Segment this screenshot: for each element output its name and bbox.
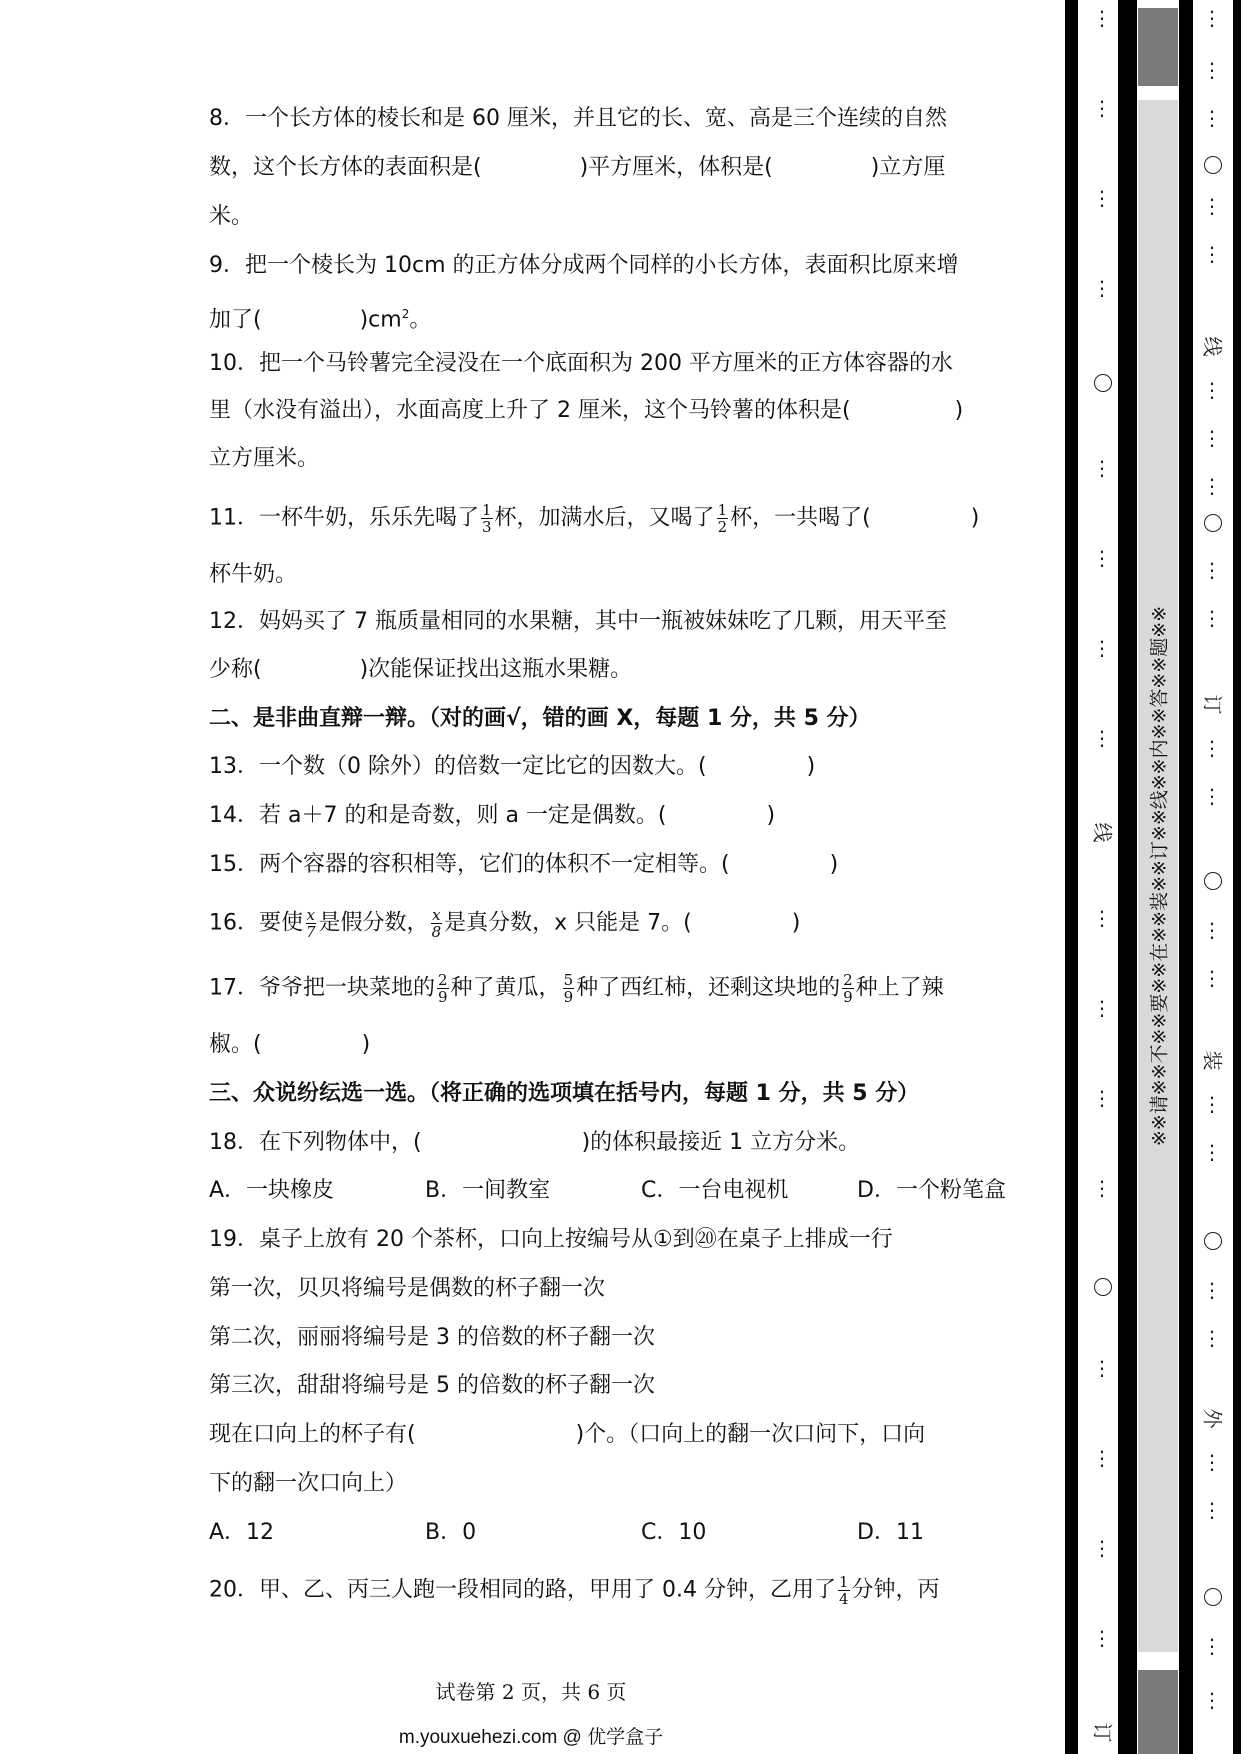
q16-paren: ) xyxy=(791,910,801,936)
q9-line1: 9．把一个棱长为 10cm 的正方体分成两个同样的小长方体，表面积比原来增 xyxy=(209,253,959,278)
q19-text-b: )个。（口向上的翻一次口问下，口向 xyxy=(575,1422,926,1447)
q19-text-a: 现在口向上的杯子有( xyxy=(209,1422,416,1447)
fraction: $\frac{x}{8}$ xyxy=(431,906,442,941)
q8-text-c: )立方厘 xyxy=(870,155,946,180)
q10-line1: 10．把一个马铃薯完全浸没在一个底面积为 200 平方厘米的正方体容器的水 xyxy=(209,351,953,376)
gray-block-top xyxy=(1138,8,1178,86)
q9-superscript: 2 xyxy=(401,307,410,321)
q11-text-c: 杯，一共喝了( xyxy=(730,505,871,531)
q17-line1 xyxy=(209,972,944,1005)
binding-bar-inner xyxy=(1065,0,1078,1754)
q15-paren: ) xyxy=(829,852,839,877)
q8-line3: 米。 xyxy=(209,204,254,229)
q15 xyxy=(209,850,838,880)
q16-text-b: 是假分数， xyxy=(318,910,429,936)
q10-line2 xyxy=(209,396,963,426)
page-number: 试卷第 2 页，共 6 页 xyxy=(435,1680,627,1704)
q13-text: 13．一个数（0 除外）的倍数一定比它的因数大。( xyxy=(209,754,707,779)
q17-text-e: 椒。( xyxy=(209,1032,262,1057)
q18-text-b: )的体积最接近 1 立方分米。 xyxy=(581,1130,861,1155)
q11-line2: 杯牛奶。 xyxy=(209,562,298,587)
q9-text-a: 加了( xyxy=(209,307,262,333)
q17-line2 xyxy=(209,1030,370,1060)
q17-paren: ) xyxy=(361,1032,371,1057)
q18 xyxy=(209,1128,860,1158)
circle-marker xyxy=(1204,514,1222,532)
q19-line3: 第二次，丽丽将编号是 3 的倍数的杯子翻一次 xyxy=(209,1325,655,1350)
q9-line2 xyxy=(209,299,431,335)
site-watermark: m.youxuehezi.com @ 优学盒子 xyxy=(398,1727,664,1748)
option-b: B．0 xyxy=(425,1520,477,1545)
option-c: C．10 xyxy=(641,1520,707,1545)
section-3-heading: 三、众说纷纭选一选。（将正确的选项填在括号内，每题 1 分，共 5 分） xyxy=(209,1081,920,1106)
outer-bind-label: 订 xyxy=(1200,694,1225,715)
circle-marker xyxy=(1094,374,1112,392)
q17-text-d: 种上了辣 xyxy=(855,975,944,1001)
fraction: $\frac{1}{2}$ xyxy=(717,501,728,536)
inner-line-label: 线 xyxy=(1090,822,1115,843)
fraction: $\frac{2}{9}$ xyxy=(843,971,853,1006)
q10-text-b: ) xyxy=(954,398,964,423)
q16-text-a: 16．要使 xyxy=(209,910,303,936)
q14-paren: ) xyxy=(766,803,776,828)
q18-text-a: 18．在下列物体中，( xyxy=(209,1130,422,1155)
circle-marker xyxy=(1094,1278,1112,1296)
circle-marker xyxy=(1204,156,1222,174)
fraction: $\frac{1}{4}$ xyxy=(838,1573,849,1608)
circle-marker xyxy=(1204,872,1222,890)
q8-line1: 8．一个长方体的棱长和是 60 厘米，并且它的长、宽、高是三个连续的自然 xyxy=(209,106,947,131)
binding-bar-middle-right xyxy=(1179,0,1193,1754)
q17-text-b: 种了黄瓜， xyxy=(450,975,561,1001)
q20-text-a: 20．甲、乙、丙三人跑一段相同的路，甲用了 0.4 分钟，乙用了 xyxy=(209,1577,836,1603)
fraction: $\frac{1}{3}$ xyxy=(482,501,492,536)
binding-bar-middle xyxy=(1118,0,1137,1754)
q11-text-b: 杯，加满水后，又喝了 xyxy=(494,505,715,531)
q12-text-b: )次能保证找出这瓶水果糖。 xyxy=(359,657,633,682)
fraction: $\frac{5}{9}$ xyxy=(563,971,574,1006)
q14-text: 14．若 a＋7 的和是奇数，则 a 一定是偶数。( xyxy=(209,803,667,828)
fraction: $\frac{x}{7}$ xyxy=(306,906,316,941)
outer-out-label: 外 xyxy=(1200,1408,1225,1429)
q15-text: 15．两个容器的容积相等，它们的体积不一定相等。( xyxy=(209,852,730,877)
q16-text-c: 是真分数，x 只能是 7。( xyxy=(444,910,692,936)
q19-line2: 第一次，贝贝将编号是偶数的杯子翻一次 xyxy=(209,1276,606,1301)
q17-text-a: 17．爷爷把一块菜地的 xyxy=(209,975,435,1001)
q17-text-c: 种了西红柿，还剩这块地的 xyxy=(576,975,841,1001)
q9-text-c: 。 xyxy=(409,307,432,333)
q8-line2 xyxy=(209,153,945,183)
binding-bar-outer xyxy=(1233,0,1241,1754)
q13 xyxy=(209,752,815,782)
q12-line2 xyxy=(209,655,632,685)
circle-marker xyxy=(1204,1588,1222,1606)
option-d: D．11 xyxy=(857,1520,924,1545)
q12-text-a: 少称( xyxy=(209,657,262,682)
q8-text-a: 数，这个长方体的表面积是( xyxy=(209,155,482,180)
q8-text-b: )平方厘米，体积是( xyxy=(579,155,773,180)
q20-line1 xyxy=(209,1574,940,1607)
q19-line1: 19．桌子上放有 20 个茶杯，口向上按编号从①到⑳在桌子上排成一行 xyxy=(209,1227,893,1252)
do-not-answer-notice: ※※请※※不※※要※※在※※装※※订※※线※※内※※答※※题※※ xyxy=(1148,605,1171,1147)
option-d: D．一个粉笔盒 xyxy=(857,1178,1006,1203)
q19-line5 xyxy=(209,1420,925,1450)
q14 xyxy=(209,801,775,831)
q11-text-a: 11．一杯牛奶，乐乐先喝了 xyxy=(209,505,479,531)
option-a: A．12 xyxy=(209,1520,275,1545)
q10-line3: 立方厘米。 xyxy=(209,446,320,471)
outer-line-label: 线 xyxy=(1200,336,1225,357)
q16 xyxy=(209,907,800,940)
q12-line1: 12．妈妈买了 7 瓶质量相同的水果糖，其中一瓶被妹妹吃了几颗，用天平至 xyxy=(209,609,947,634)
q11-line1 xyxy=(209,502,979,535)
circle-marker xyxy=(1204,1232,1222,1250)
option-c: C．一台电视机 xyxy=(641,1178,789,1203)
q10-text-a: 里（水没有溢出），水面高度上升了 2 厘米，这个马铃薯的体积是( xyxy=(209,398,851,423)
q20-text-b: 分钟，丙 xyxy=(851,1577,940,1603)
q9-text-b: )cm xyxy=(359,307,402,333)
q11-text-d: ) xyxy=(970,505,980,531)
option-a: A．一块橡皮 xyxy=(209,1178,335,1203)
gray-block-bottom xyxy=(1138,1670,1178,1754)
fraction: $\frac{2}{9}$ xyxy=(438,971,448,1006)
inner-bind-label: 订 xyxy=(1090,1722,1115,1743)
section-2-heading: 二、是非曲直辩一辩。（对的画√，错的画 X，每题 1 分，共 5 分） xyxy=(209,706,871,731)
q19-line4: 第三次，甜甜将编号是 5 的倍数的杯子翻一次 xyxy=(209,1373,655,1398)
q19-line6: 下的翻一次口向上） xyxy=(209,1471,408,1496)
option-b: B．一间教室 xyxy=(425,1178,551,1203)
q13-paren: ) xyxy=(806,754,816,779)
outer-pack-label: 装 xyxy=(1200,1050,1225,1071)
